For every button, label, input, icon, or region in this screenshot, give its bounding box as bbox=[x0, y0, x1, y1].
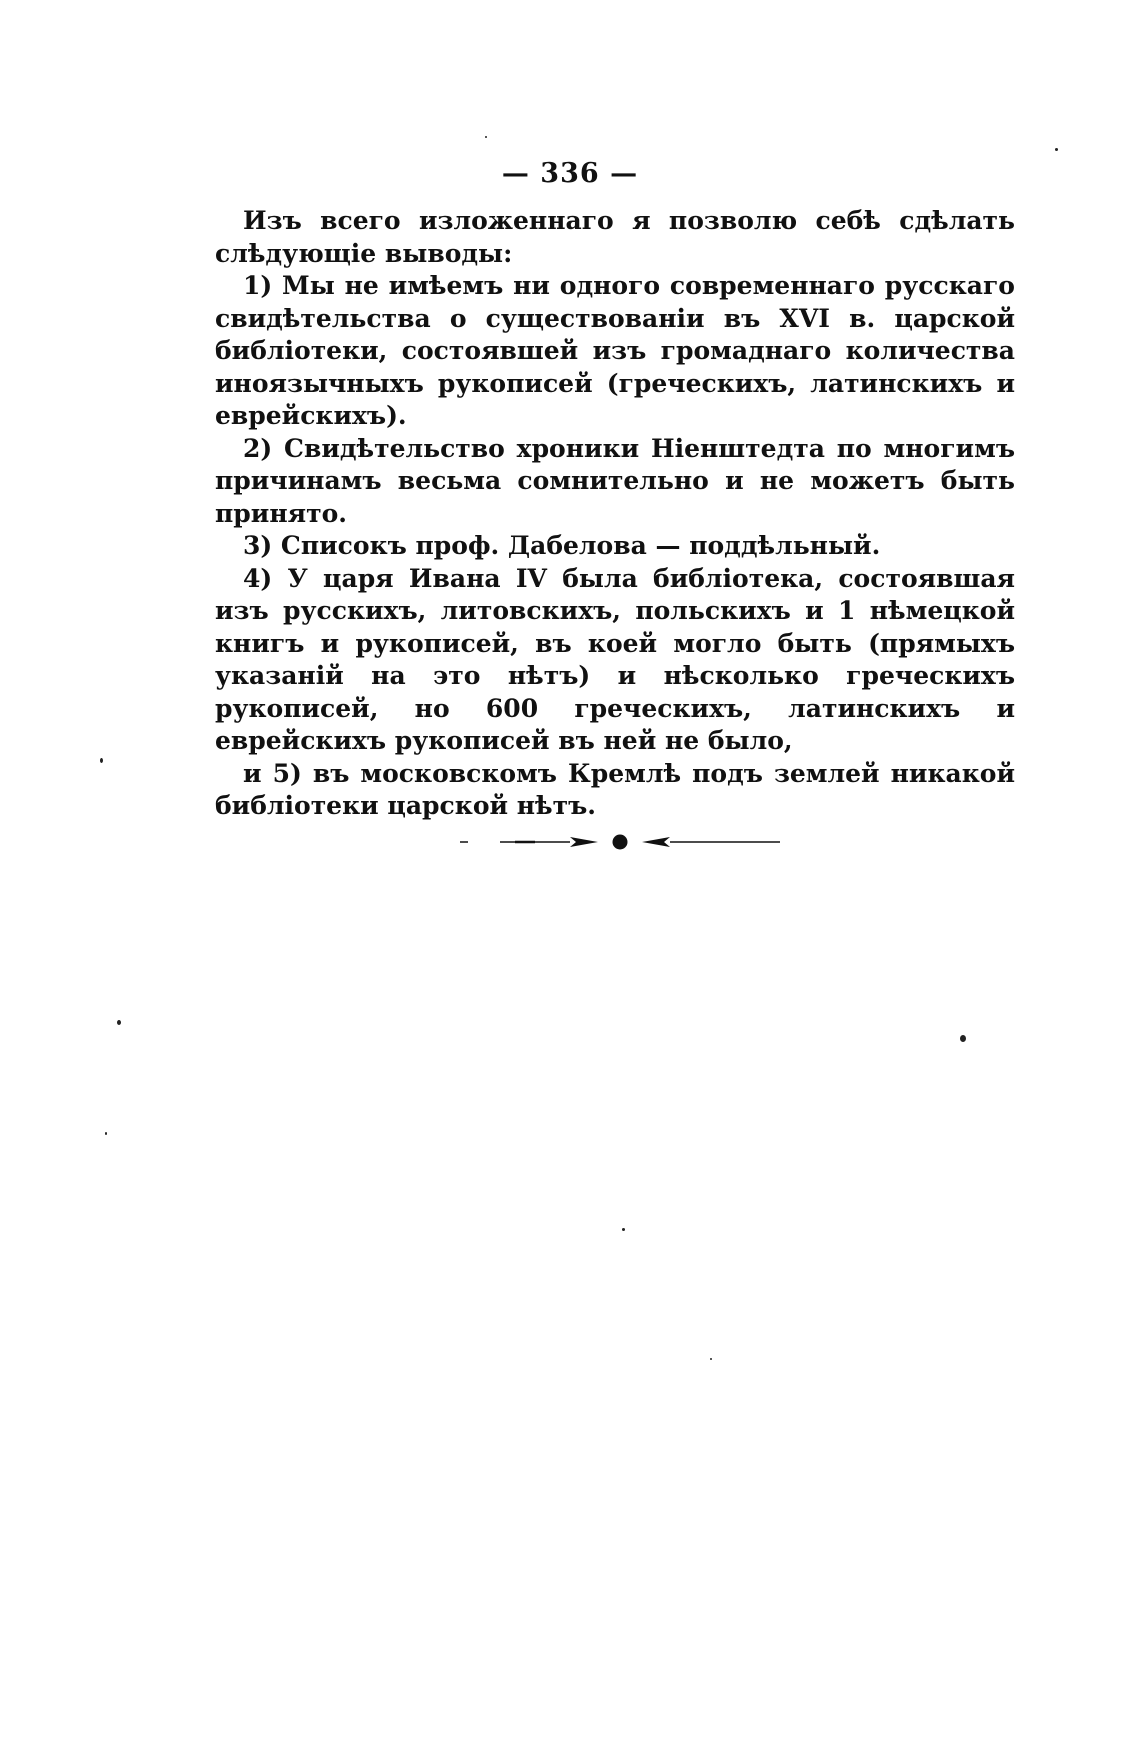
print-speck bbox=[117, 1020, 121, 1025]
paragraph-intro: Изъ всего изложеннаго я позволю себѣ сдѣлать слѣдующіе выводы: bbox=[215, 206, 1015, 268]
paragraph-conclusion-3: 3) Списокъ проф. Дабелова — поддѣльный. bbox=[243, 531, 881, 560]
print-speck bbox=[485, 136, 487, 138]
print-speck bbox=[1055, 148, 1058, 151]
fleuron-divider-icon bbox=[460, 830, 790, 854]
print-speck bbox=[100, 758, 103, 763]
paragraph-conclusion-1: 1) Мы не имѣемъ ни одного современнаго русскаго свидѣтельства о существованіи въ XVI в. царской библіотеки, состоявшей изъ громаднаго количества иноязычныхъ рукописей (греческихъ, латинскихъ и еврейскихъ). bbox=[215, 271, 1015, 430]
paragraph-conclusion-5: и 5) въ московскомъ Кремлѣ подъ землей никакой библіотеки царской нѣтъ. bbox=[215, 758, 1015, 820]
page-number: — 336 — bbox=[501, 158, 639, 189]
paragraph-conclusion-2: 2) Свидѣтельство хроники Ніенштедта по многимъ причинамъ весьма сомнительно и не можетъ быть принято. bbox=[215, 433, 1015, 528]
paragraph-conclusion-4: 4) У царя Ивана IV была библіотека, состоявшая изъ русскихъ, литовскихъ, польскихъ и 1 нѣмецкой книгъ и рукописей, въ коей могло быть (прямыхъ указаній на это нѣтъ) и нѣсколько греческихъ рукописей, но 600 греческихъ, латинскихъ и еврейскихъ рукописей въ ней не было, bbox=[215, 563, 1015, 755]
print-speck bbox=[710, 1358, 712, 1360]
print-speck bbox=[622, 1228, 625, 1231]
print-speck bbox=[960, 1035, 966, 1042]
print-speck bbox=[105, 1132, 107, 1135]
body-text bbox=[215, 205, 1015, 823]
